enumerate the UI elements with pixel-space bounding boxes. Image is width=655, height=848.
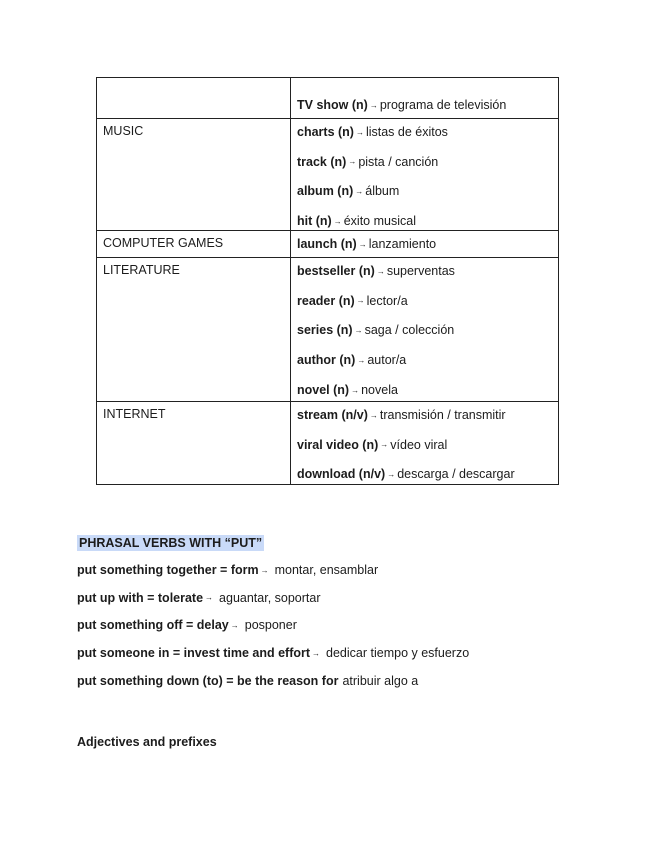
arrow-icon: → (355, 187, 364, 197)
phrasal-verb-definition: dedicar tiempo y esfuerzo (326, 646, 470, 661)
arrow-icon: → (357, 355, 366, 365)
vocab-definition: éxito musical (343, 214, 416, 229)
category-cell (97, 231, 291, 258)
phrasal-verbs-title: PHRASAL VERBS WITH “PUT” (79, 536, 263, 550)
vocab-term: track (n) (297, 154, 347, 169)
vocab-entry (297, 263, 552, 280)
phrasal-verb-definition: montar, ensamblar (274, 563, 379, 577)
phrasal-verb-item (77, 645, 469, 662)
arrow-icon: → (369, 410, 378, 420)
phrasal-verb-phrase: put someone in = invest time and effort (77, 646, 311, 661)
phrasal-verb-definition: posponer (244, 618, 297, 633)
phrasal-verb-item (77, 562, 469, 579)
vocab-entry (297, 407, 552, 424)
vocab-term: hit (n) (297, 214, 332, 229)
arrow-icon: → (205, 593, 214, 603)
phrasal-verb-item (77, 617, 469, 634)
entries-cell (291, 231, 559, 258)
vocab-term: reader (n) (297, 293, 355, 308)
arrow-icon: → (348, 157, 357, 167)
vocab-entry (297, 352, 552, 369)
entries-cell (291, 402, 559, 485)
entries-cell (291, 78, 559, 119)
entries-cell (291, 258, 559, 402)
category-cell (97, 258, 291, 402)
vocab-entry (297, 382, 552, 399)
vocab-definition: vídeo viral (390, 437, 448, 452)
phrasal-verb-definition: aguantar, soportar (219, 590, 321, 605)
vocab-entry (297, 236, 552, 253)
vocab-entry (297, 183, 552, 200)
phrasal-verb-item (77, 673, 469, 689)
vocab-definition: novela (361, 382, 398, 397)
category-cell (97, 119, 291, 231)
arrow-icon: → (369, 100, 378, 110)
vocab-term: series (n) (297, 323, 353, 338)
arrow-icon: → (358, 239, 367, 249)
category-label: LITERATURE (103, 263, 180, 277)
arrow-icon: → (355, 127, 364, 137)
vocab-term: novel (n) (297, 382, 350, 397)
category-label: COMPUTER GAMES (103, 236, 224, 250)
vocab-definition: transmisión / transmitir (379, 408, 506, 422)
arrow-icon: → (260, 565, 269, 575)
phrasal-verbs-list (77, 562, 469, 700)
entries-cell (291, 119, 559, 231)
vocab-definition: programa de televisión (379, 98, 507, 112)
category-label (103, 78, 284, 83)
vocab-definition: superventas (386, 264, 455, 278)
arrow-icon: → (333, 216, 342, 226)
arrow-icon: → (387, 470, 396, 480)
arrow-icon: → (380, 440, 389, 450)
table-row (97, 78, 559, 119)
arrow-icon: → (230, 621, 239, 631)
arrow-icon: → (351, 385, 360, 395)
vocab-definition: descarga / descargar (397, 467, 515, 482)
vocab-term: stream (n/v) (297, 408, 368, 422)
vocab-term: album (n) (297, 184, 354, 199)
vocab-term: TV show (n) (297, 98, 368, 112)
phrasal-verb-phrase: put up with = tolerate (77, 590, 204, 605)
phrasal-verb-phrase: put something off = delay (77, 618, 229, 633)
phrasal-verb-phrase: put something together = form (77, 563, 259, 577)
category-label: INTERNET (103, 407, 166, 421)
table-row (97, 119, 559, 231)
arrow-icon: → (376, 266, 385, 276)
vocab-term: bestseller (n) (297, 264, 375, 278)
vocab-entry (297, 293, 552, 310)
vocab-entry (297, 213, 552, 230)
phrasal-verb-phrase: put something down (to) = be the reason for (77, 673, 339, 688)
vocab-definition: álbum (365, 184, 400, 199)
vocab-definition: lector/a (366, 293, 408, 308)
vocab-definition: pista / canción (358, 154, 439, 169)
arrow-icon: → (356, 296, 365, 306)
vocab-entry (297, 322, 552, 339)
arrow-icon: → (312, 648, 321, 658)
vocab-term: download (n/v) (297, 467, 386, 482)
vocab-term: author (n) (297, 353, 356, 368)
phrasal-verb-definition: atribuir algo a (342, 673, 419, 688)
vocab-term: viral video (n) (297, 437, 379, 452)
vocab-definition: listas de éxitos (365, 125, 448, 139)
table-row (97, 258, 559, 402)
vocabulary-table (96, 77, 559, 485)
vocab-entry (297, 437, 552, 454)
vocab-entry (297, 97, 552, 114)
category-cell (97, 78, 291, 119)
vocab-definition: autor/a (367, 353, 407, 368)
phrasal-verb-item (77, 590, 469, 607)
adjectives-title: Adjectives and prefixes (77, 735, 217, 749)
vocab-entry (297, 466, 552, 483)
vocab-entry (297, 154, 552, 171)
table-row (97, 231, 559, 258)
category-cell (97, 402, 291, 485)
category-label: MUSIC (103, 124, 144, 138)
vocab-term: launch (n) (297, 237, 357, 251)
vocab-entry (297, 124, 552, 141)
arrow-icon: → (354, 326, 363, 336)
vocab-term: charts (n) (297, 125, 354, 139)
vocab-definition: saga / colección (364, 323, 455, 338)
vocab-definition: lanzamiento (368, 237, 437, 251)
table-row (97, 402, 559, 485)
